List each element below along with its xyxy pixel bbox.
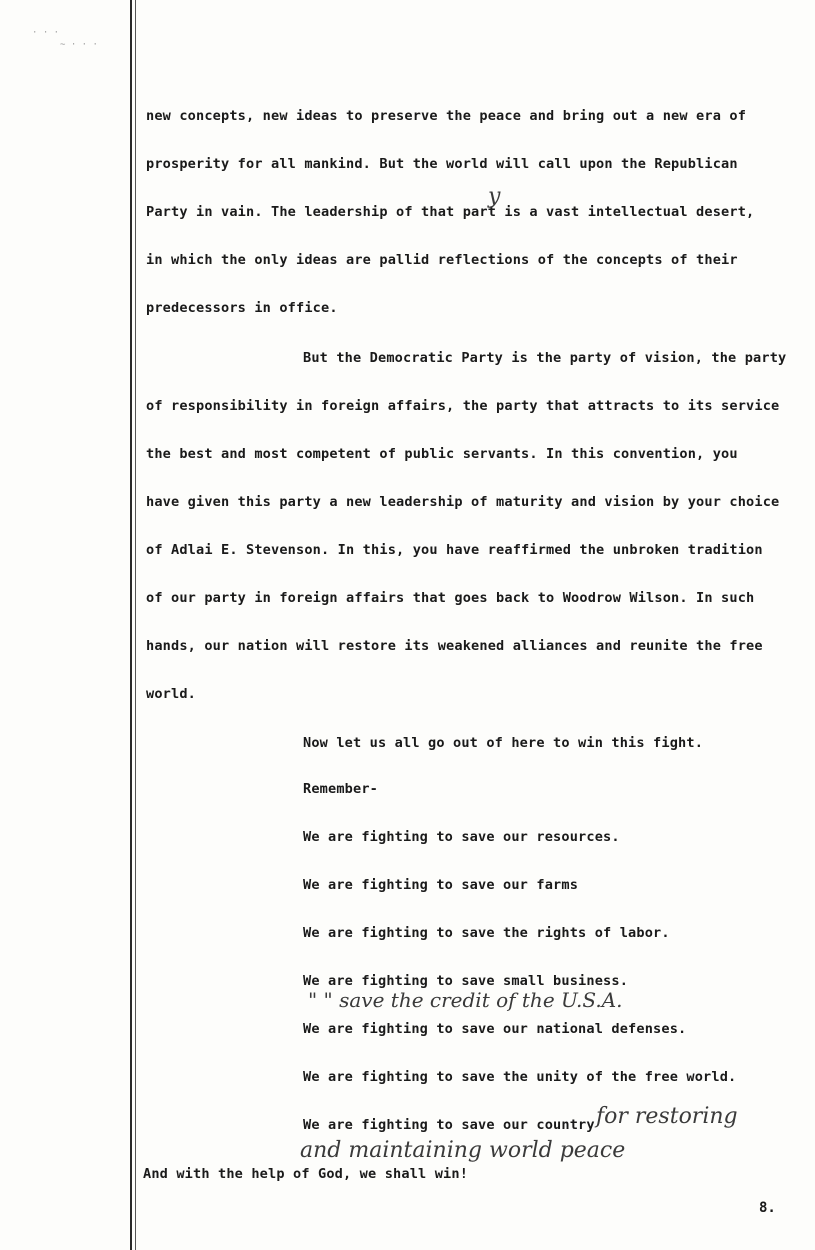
text-line: new concepts, new ideas to preserve the peace and bring out a new era of: [146, 108, 747, 124]
closing-line: We are fighting to save small business.: [303, 973, 629, 989]
text-line: in which the only ideas are pallid reflections of the concepts of their: [146, 252, 738, 268]
closing-line: We are fighting to save our national defenses.: [303, 1021, 687, 1037]
handwritten-insert: for restoring: [596, 1104, 738, 1129]
text-line: of responsibility in foreign affairs, the party that attracts to its service: [146, 398, 780, 414]
left-margin-rule-inner: [135, 0, 136, 1250]
closing-line: We are fighting to save our farms: [303, 877, 579, 893]
text-line: hands, our nation will restore its weakened alliances and reunite the free: [146, 638, 763, 654]
stray-mark: · · ·: [32, 28, 60, 38]
page-number: 8.: [759, 1200, 776, 1216]
left-margin-rule: [130, 0, 132, 1250]
handwritten-insert: y: [488, 184, 501, 209]
closing-line: We are fighting to save our country: [303, 1117, 595, 1133]
stray-mark: ~ · · ·: [60, 40, 98, 50]
text-line: of our party in foreign affairs that goes back to Woodrow Wilson. In such: [146, 590, 755, 606]
closing-line: Now let us all go out of here to win this fight.: [303, 735, 704, 751]
closing-line: We are fighting to save the rights of labor.: [303, 925, 670, 941]
closing-line: And with the help of God, we shall win!: [143, 1166, 469, 1182]
closing-line: Remember-: [303, 781, 379, 797]
handwritten-insert: and maintaining world peace: [300, 1138, 626, 1163]
text-line: have given this party a new leadership of maturity and vision by your choice: [146, 494, 780, 510]
closing-line: We are fighting to save the unity of the free world.: [303, 1069, 737, 1085]
text-line: prosperity for all mankind. But the world will call upon the Republican: [146, 156, 738, 172]
text-line: Party in vain. The leadership of that part is a vast intellectual desert,: [146, 204, 755, 220]
text-line: world.: [146, 686, 197, 702]
handwritten-insert: " " save the credit of the U.S.A.: [308, 988, 623, 1012]
closing-line: We are fighting to save our resources.: [303, 829, 620, 845]
text-line: But the Democratic Party is the party of vision, the party: [303, 350, 787, 366]
text-line: the best and most competent of public servants. In this convention, you: [146, 446, 738, 462]
text-line: of Adlai E. Stevenson. In this, you have reaffirmed the unbroken tradition: [146, 542, 763, 558]
text-line: predecessors in office.: [146, 300, 338, 316]
